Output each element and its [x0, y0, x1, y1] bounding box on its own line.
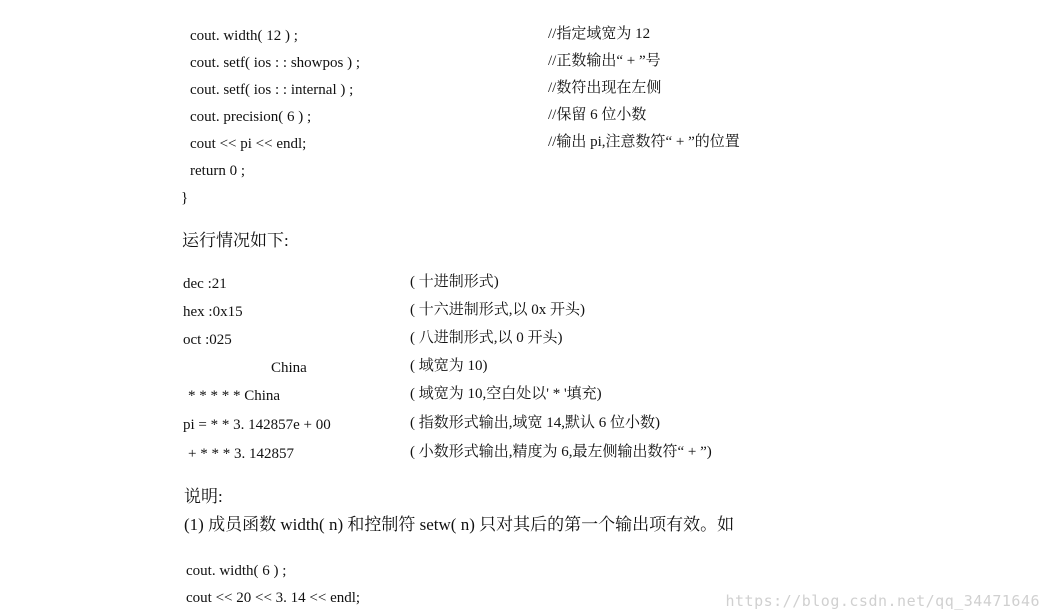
code-comment: //指定域宽为 12	[548, 26, 651, 42]
code-comment: //数符出现在左侧	[548, 80, 662, 96]
output-note: ( 十六进制形式,以 0x 开头)	[410, 302, 585, 318]
output-value: * * * * * China	[188, 388, 281, 404]
code-line: cout << 20 << 3. 14 << endl;	[186, 590, 361, 606]
code-comment: //保留 6 位小数	[548, 107, 647, 123]
explain-heading: 说明:	[184, 487, 223, 506]
code-line: cout. width( 12 ) ;	[190, 28, 298, 44]
output-value: China	[271, 360, 307, 376]
explain-text: (1) 成员函数 width( n) 和控制符 setw( n) 只对其后的第一个输出项有效。如	[184, 515, 735, 534]
output-note: ( 指数形式输出,域宽 14,默认 6 位小数)	[410, 415, 660, 431]
closing-brace: }	[181, 190, 189, 206]
output-note: ( 小数形式输出,精度为 6,最左侧输出数符“ + ”)	[410, 444, 712, 460]
code-line: return 0 ;	[190, 163, 245, 179]
output-value: hex :0x15	[183, 304, 243, 320]
watermark: https://blog.csdn.net/qq_34471646	[725, 592, 1040, 610]
code-line: cout. setf( ios : : internal ) ;	[190, 82, 354, 98]
output-value: pi = * * 3. 142857e + 00	[183, 417, 331, 433]
run-heading: 运行情况如下:	[182, 231, 289, 250]
code-line: cout. setf( ios : : showpos ) ;	[190, 55, 360, 71]
output-value: dec :21	[183, 276, 227, 292]
output-value: oct :025	[183, 332, 232, 348]
output-note: ( 域宽为 10)	[410, 358, 488, 374]
code-line: cout. precision( 6 ) ;	[190, 109, 312, 125]
output-note: ( 域宽为 10,空白处以' * '填充)	[410, 386, 602, 402]
code-line: cout << pi << endl;	[190, 136, 307, 152]
output-note: ( 八进制形式,以 0 开头)	[410, 330, 563, 346]
code-comment: //输出 pi,注意数符“ + ”的位置	[548, 134, 740, 150]
code-comment: //正数输出“ + ”号	[548, 53, 661, 69]
output-note: ( 十进制形式)	[410, 274, 499, 290]
output-value: + * * * 3. 142857	[188, 446, 294, 462]
code-line: cout. width( 6 ) ;	[186, 563, 287, 579]
